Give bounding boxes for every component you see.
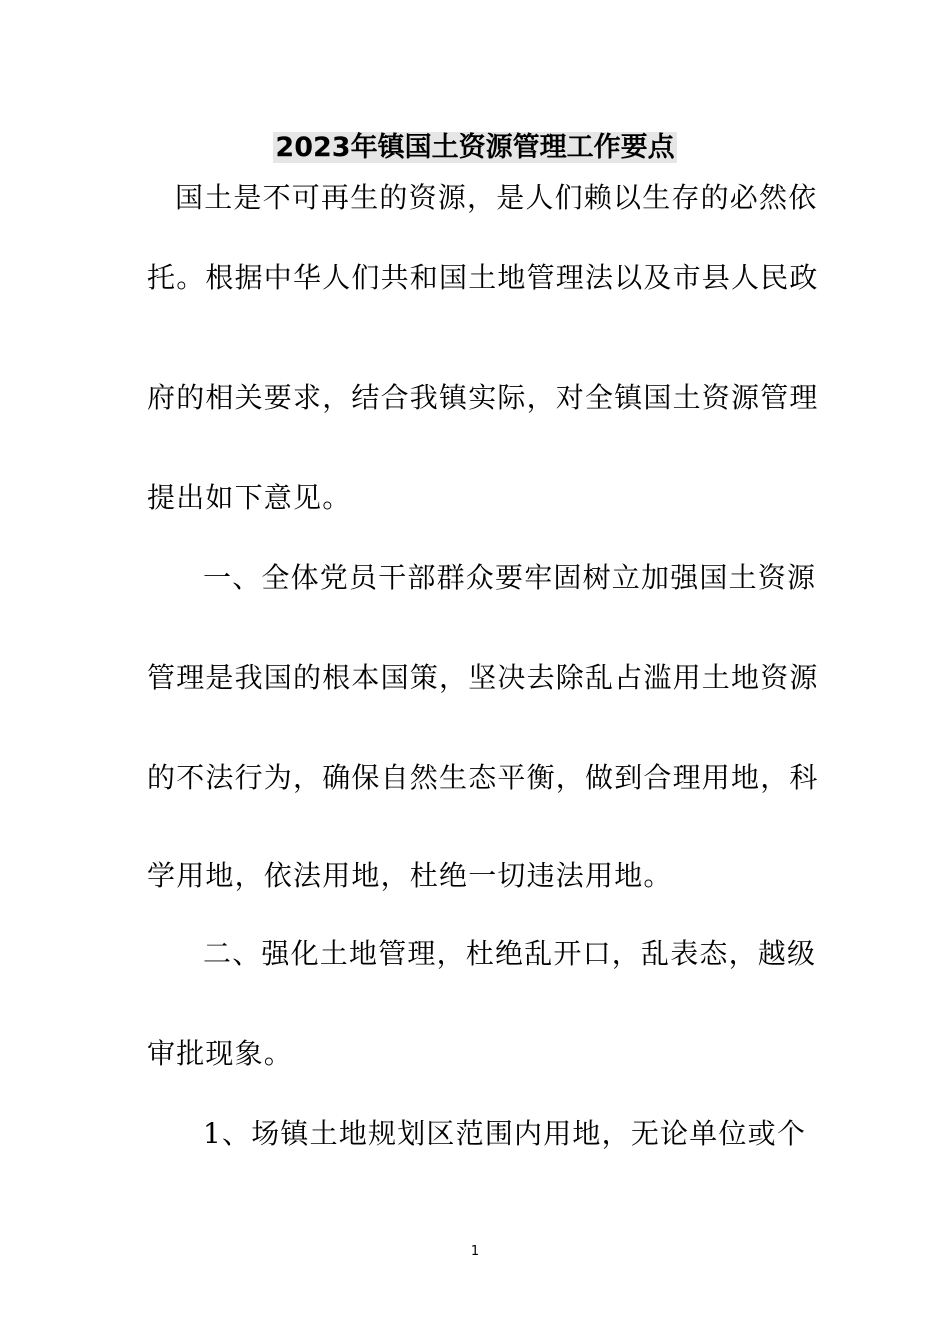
page-number: 1 — [470, 1244, 480, 1259]
document-title-text: 2023年镇国土资源管理工作要点 — [275, 132, 675, 163]
paragraph-line: 国土是不可再生的资源，是人们赖以生存的必然依 — [175, 181, 818, 214]
paragraph-line: 提出如下意见。 — [147, 481, 352, 514]
paragraph-line: 审批现象。 — [147, 1037, 294, 1070]
paragraph-line: 府的相关要求，结合我镇实际，对全镇国土资源管理 — [147, 381, 819, 414]
paragraph-line: 1、场镇土地规划区范围内用地，无论单位或个 — [203, 1117, 807, 1150]
paragraph-line: 托。根据中华人们共和国土地管理法以及市县人民政 — [147, 261, 819, 294]
paragraph-line: 二、强化土地管理，杜绝乱开口，乱表态，越级 — [203, 937, 817, 970]
paragraph-line: 的不法行为，确保自然生态平衡，做到合理用地，科 — [147, 761, 819, 794]
paragraph-line: 一、全体党员干部群众要牢固树立加强国土资源 — [203, 561, 817, 594]
paragraph-line: 管理是我国的根本国策，坚决去除乱占滥用土地资源 — [147, 661, 819, 694]
paragraph-line: 学用地，依法用地，杜绝一切违法用地。 — [147, 859, 673, 892]
document-title — [0, 128, 950, 168]
